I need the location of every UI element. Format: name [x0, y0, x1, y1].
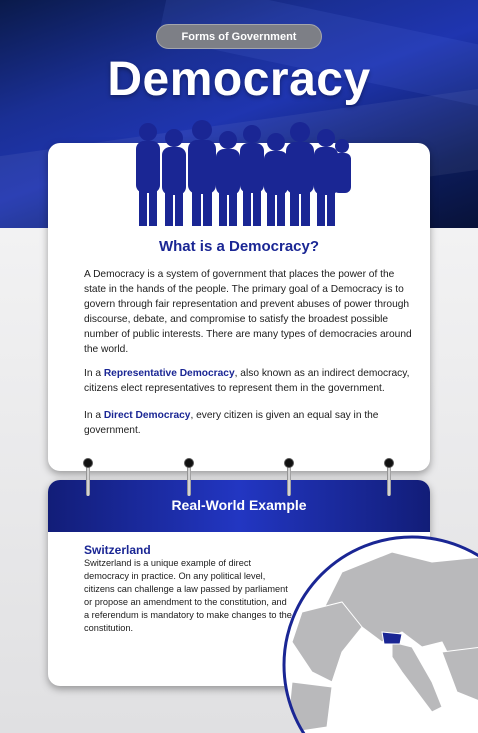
paragraph-suffix: , also known as an indirect democracy, citizens elect representatives to represent them in the government. [84, 368, 410, 394]
europe-map-icon [282, 532, 478, 733]
example-header-label: Real-World Example [171, 497, 307, 513]
binder-ring-icon [83, 458, 93, 498]
paragraph-suffix: , every citizen is given an equal say in the government. [84, 410, 379, 436]
definition-heading: What is a Democracy? [158, 238, 320, 255]
paragraph-prefix: In a [84, 368, 104, 379]
representative-democracy-paragraph [84, 366, 414, 396]
binder-ring-icon [284, 458, 294, 498]
binder-ring-icon [184, 458, 194, 498]
page-title: Democracy [107, 53, 371, 106]
example-country: Switzerland [84, 543, 151, 557]
paragraph-prefix: In a [84, 410, 104, 421]
binder-ring-icon [384, 458, 394, 498]
crowd-silhouette-icon [126, 118, 352, 228]
category-pill: Forms of Government [156, 24, 322, 49]
representative-democracy-term: Representative Democracy [103, 368, 235, 379]
example-description: Switzerland is a unique example of direct democracy in practice. On any political level, citizens can challenge a law passed by parliament or propose an amendment to the constitution, and a referendum is mandatory to make changes to the constitution. [84, 558, 292, 633]
direct-democracy-paragraph [84, 408, 414, 438]
direct-democracy-term: Direct Democracy [103, 410, 191, 421]
definition-paragraph: A Democracy is a system of government that places the power of the state in the hands of the people. The primary goal of a Democracy is to govern through fair representation and prevent abuses of power through discourse, debate, and compromise to satisfy the broadest possible number of public interests. There are many types of democracies around the world. [84, 269, 412, 355]
